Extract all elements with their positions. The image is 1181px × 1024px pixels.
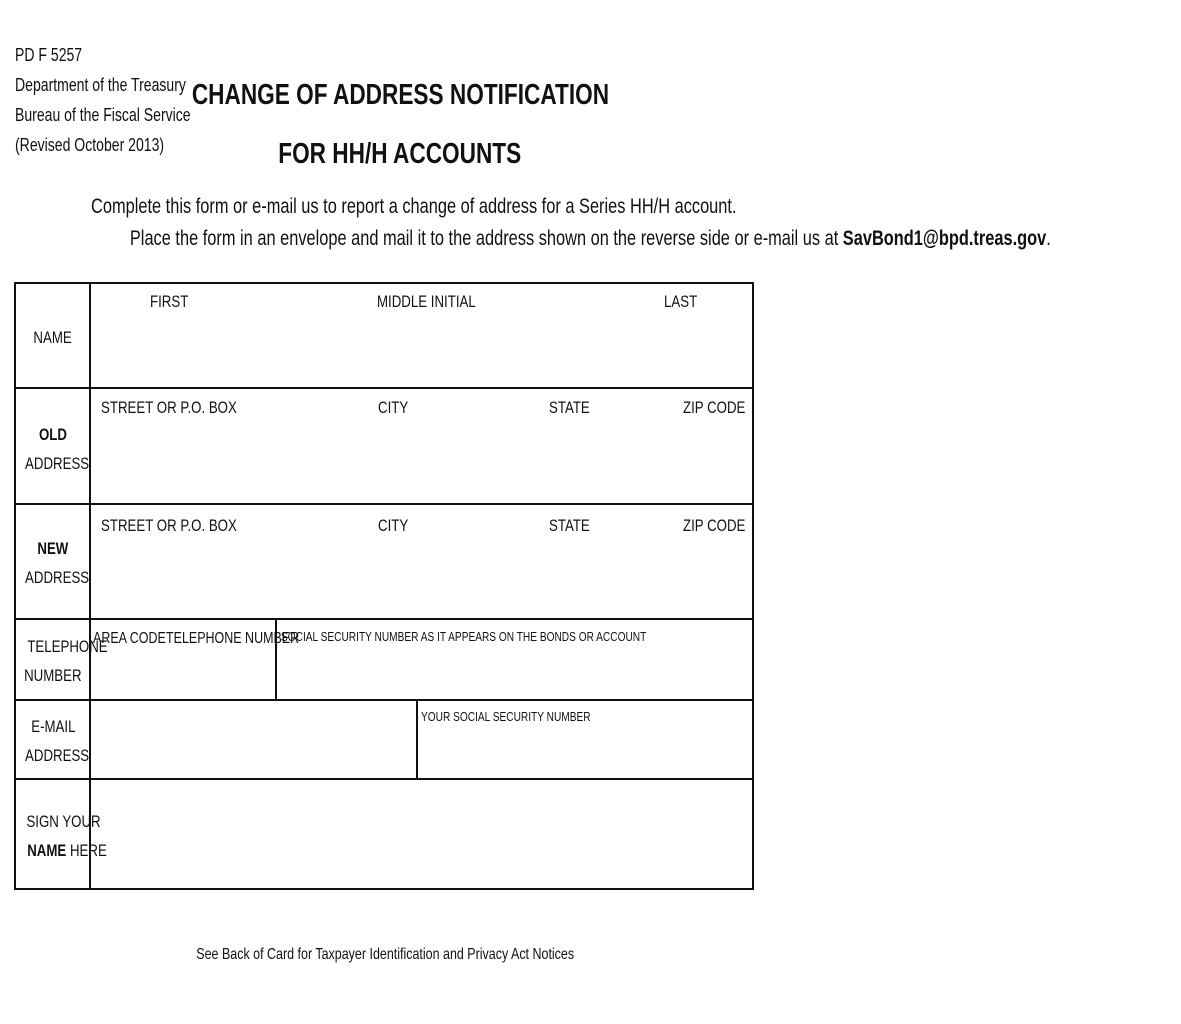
email-row-label: E-MAIL ADDRESS [25, 717, 90, 765]
new-city-label: CITY [378, 516, 409, 535]
your-ssn-label: YOUR SOCIAL SECURITY NUMBER [421, 709, 591, 724]
old-zip-label: ZIP CODE [683, 398, 746, 417]
old-address-row-label: OLD ADDRESS [25, 425, 90, 473]
middle-initial-label: MIDDLE INITIAL [377, 292, 476, 311]
new-address-row-label: NEW ADDRESS [25, 539, 90, 587]
last-name-label: LAST [664, 292, 698, 311]
row-divider-name [14, 387, 754, 389]
instruction-line2: Place the form in an envelope and mail it to the address shown on the reverse side or e-mail us at SavBond1@bpd.treas.gov. [129, 227, 1051, 250]
telephone-number-label: TELEPHONE NUMBER [166, 630, 300, 647]
area-code-label: AREA CODE [93, 630, 166, 647]
email-ssn-divider [416, 699, 418, 779]
old-address-input-area[interactable] [92, 420, 752, 502]
row-divider-email [14, 778, 754, 780]
new-state-label: STATE [549, 516, 590, 535]
revision-date: (Revised October 2013) [15, 135, 165, 155]
telephone-input-area[interactable] [92, 650, 274, 698]
form-title-line2: FOR HH/H ACCOUNTS [278, 138, 522, 170]
row-divider-new-address [14, 618, 754, 620]
old-state-label: STATE [549, 398, 590, 417]
ssn-on-bonds-input-area[interactable] [278, 650, 752, 698]
your-ssn-input-area[interactable] [419, 728, 752, 777]
old-street-label: STREET OR P.O. BOX [101, 398, 237, 417]
instruction-line1: Complete this form or e-mail us to report a change of address for a Series HH/H account. [91, 195, 737, 218]
row-divider-old-address [14, 503, 754, 505]
first-name-label: FIRST [150, 292, 189, 311]
contact-email-link[interactable]: SavBond1@bpd.treas.gov [842, 227, 1047, 250]
form-number: PD F 5257 [15, 45, 83, 65]
old-city-label: CITY [378, 398, 409, 417]
signature-input-area[interactable] [92, 781, 752, 888]
email-input-area[interactable] [92, 702, 415, 777]
telephone-row-label: TELEPHONE NUMBER [24, 637, 108, 685]
name-input-area[interactable] [92, 314, 752, 386]
form-title-line1: CHANGE OF ADDRESS NOTIFICATION [191, 79, 609, 111]
bureau-name: Bureau of the Fiscal Service [15, 105, 191, 125]
department-name: Department of the Treasury [15, 75, 186, 95]
new-street-label: STREET OR P.O. BOX [101, 516, 237, 535]
new-zip-label: ZIP CODE [683, 516, 746, 535]
signature-row-label: SIGN YOUR NAME HERE [26, 812, 107, 860]
ssn-on-bonds-label: SOCIAL SECURITY NUMBER AS IT APPEARS ON THE BONDS OR ACCOUNT [281, 629, 647, 644]
footer-note: See Back of Card for Taxpayer Identification and Privacy Act Notices [196, 946, 574, 963]
name-row-label: NAME [33, 328, 73, 347]
new-address-input-area[interactable] [92, 538, 752, 617]
row-divider-telephone [14, 699, 754, 701]
